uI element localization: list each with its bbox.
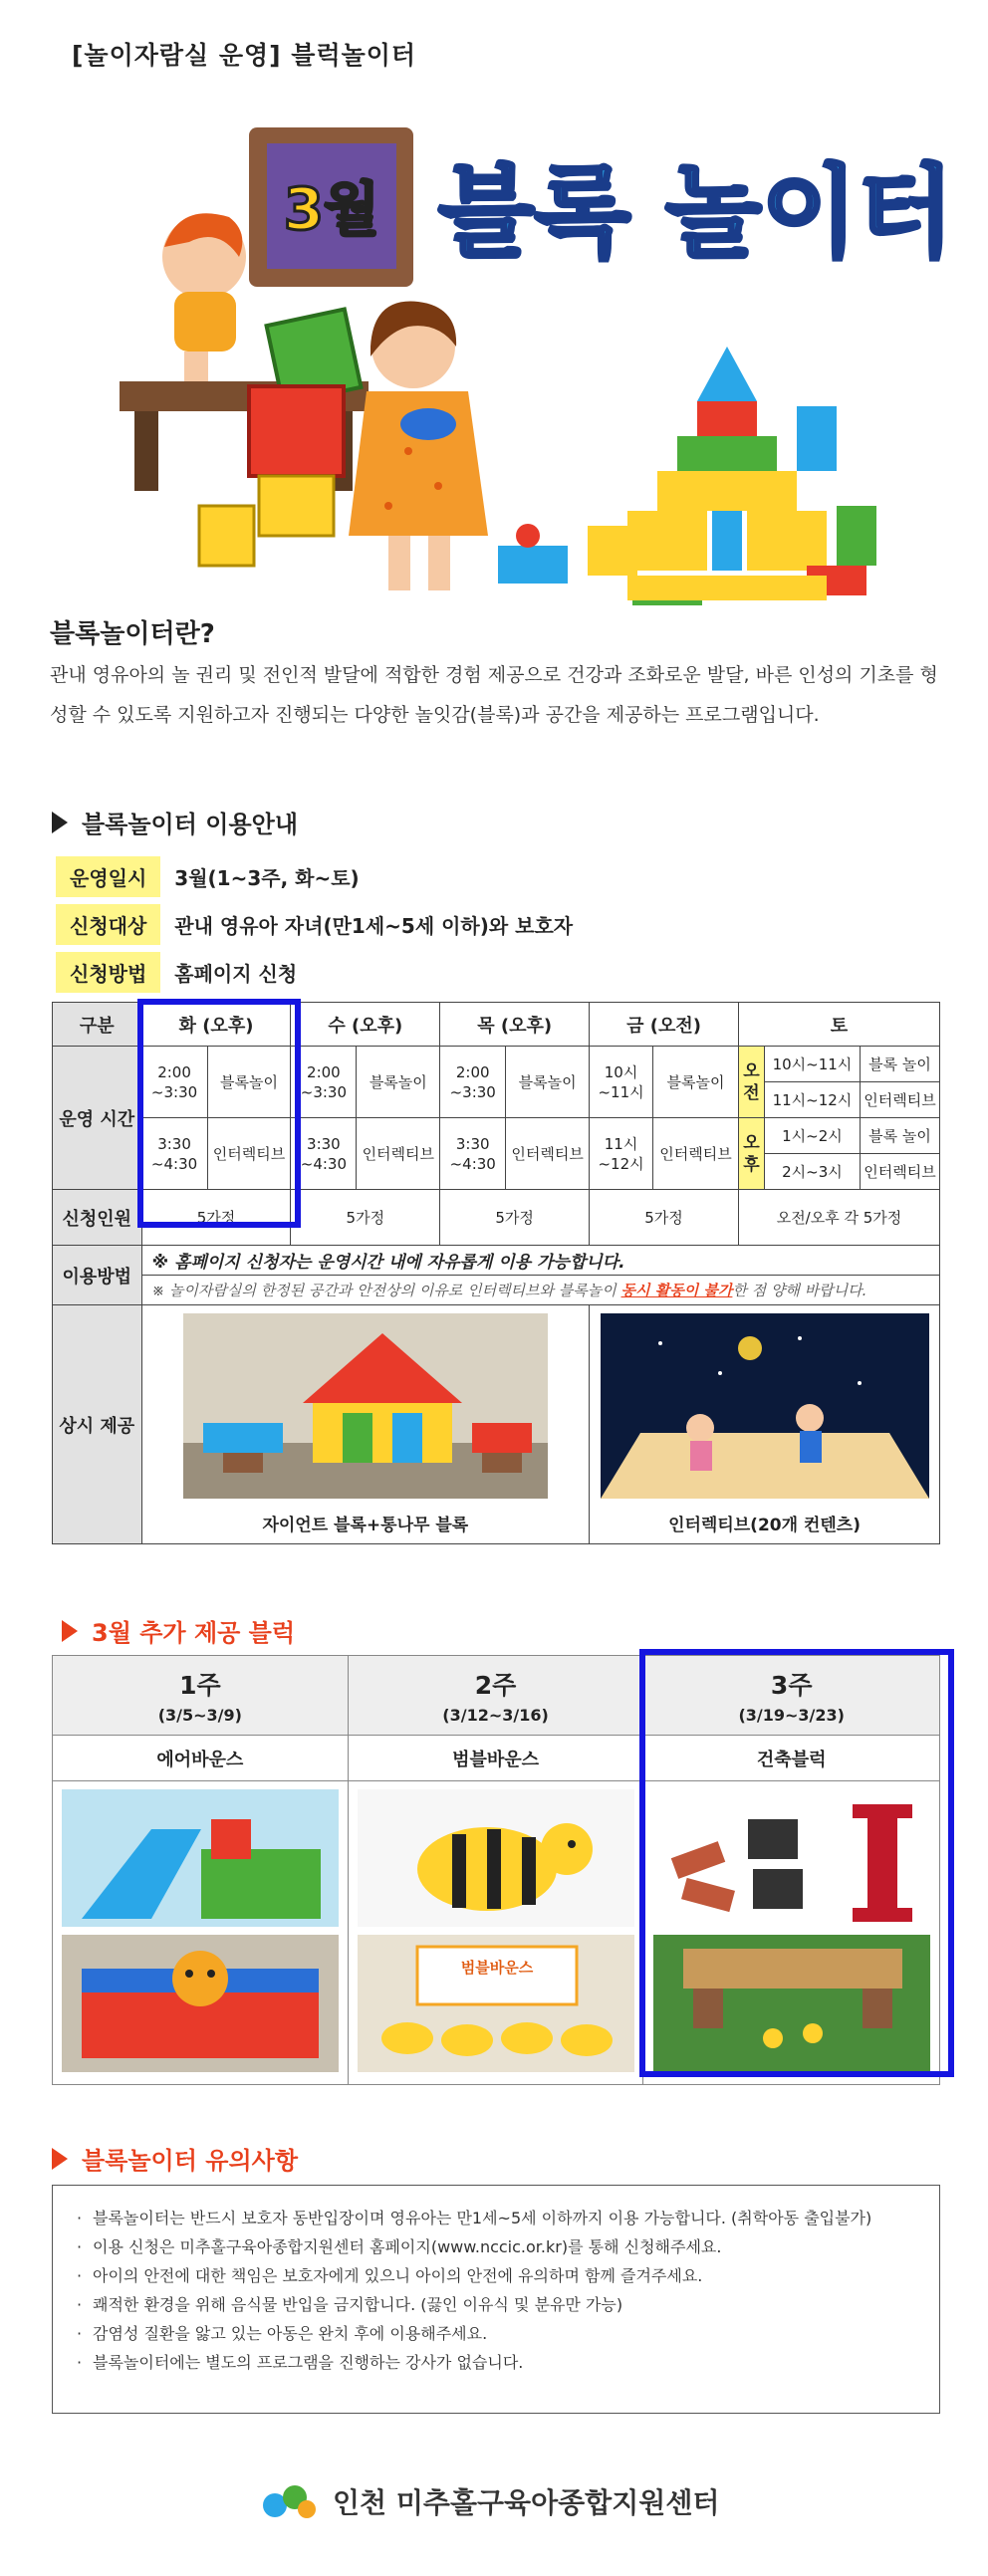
slot-time: 10시 ~11시 <box>590 1047 653 1118</box>
cautions-list <box>52 2185 940 2414</box>
row-label-capacity: 신청인원 <box>53 1190 142 1246</box>
week-number: 1주 <box>179 1671 221 1700</box>
sat-program: 블록 놀이 <box>860 1047 939 1082</box>
triangle-bullet-icon <box>52 2148 68 2170</box>
extra-title-text: 3월 추가 제공 블럭 <box>92 1619 296 1647</box>
permanent-caption: 자이언트 블록+통나무 블록 <box>262 1516 469 1535</box>
sat-time: 11시~12시 <box>764 1082 860 1118</box>
cautions-section-title <box>52 2141 298 2176</box>
capacity-cell: 5가정 <box>590 1190 739 1246</box>
info-tag: 신청방법 <box>56 952 160 993</box>
row-label-permanent: 상시 제공 <box>53 1305 142 1544</box>
slot-program: 블록놀이 <box>653 1047 739 1118</box>
slot-time: 3:30 ~4:30 <box>141 1118 207 1190</box>
sat-program: 인터렉티브 <box>860 1154 939 1190</box>
permanent-giant-block <box>141 1305 589 1544</box>
triangle-bullet-icon <box>62 1620 78 1642</box>
slot-time: 2:00 ~3:30 <box>440 1047 506 1118</box>
slot-time: 3:30 ~4:30 <box>440 1118 506 1190</box>
row-label-time: 운영 시간 <box>53 1047 142 1190</box>
slot-program: 블록놀이 <box>357 1047 440 1118</box>
interactive-photo <box>601 1313 929 1499</box>
whatis-description: 관내 영유아의 놀 권리 및 전인적 발달에 적합한 경험 제공으로 건강과 조화로운 발달, 바른 인성의 기초를 형성할 수 있도록 지원하고자 진행되는 다양한 놀잇감(블록)과 공간을 제공하는 프로그램입니다. <box>50 664 938 726</box>
usage-row <box>53 1246 940 1276</box>
week-number: 3주 <box>770 1671 813 1700</box>
week-1-name: 에어바운스 <box>53 1736 349 1781</box>
guide-title-text: 블록놀이터 이용안내 <box>82 811 299 838</box>
week-3-name: 건축블럭 <box>643 1736 940 1781</box>
slot-time: 2:00 ~3:30 <box>141 1047 207 1118</box>
slot-time: 3:30 ~4:30 <box>291 1118 357 1190</box>
usage-row <box>53 1276 940 1305</box>
caution-item: · 아이의 안전에 대한 책임은 보호자에게 있으니 아이의 안전에 유의하며 함께 즐겨주세요. <box>77 2261 915 2290</box>
info-value: 3월(1~3주, 화~토) <box>174 866 360 890</box>
row-label-usage: 이용방법 <box>53 1246 142 1305</box>
slot-program: 인터렉티브 <box>357 1118 440 1190</box>
caution-item: · 이용 신청은 미추홀구육아종합지원센터 홈페이지(www.nccic.or.kr)를 통해 신청해주세요. <box>77 2232 915 2261</box>
capacity-cell: 5가정 <box>291 1190 440 1246</box>
week-2-header <box>348 1656 643 1736</box>
slot-time: 11시 ~12시 <box>590 1118 653 1190</box>
slot-program: 인터렉티브 <box>653 1118 739 1190</box>
highlight-week3-box <box>639 1649 954 2077</box>
usage-note-1: ※ 홈페이지 신청자는 운영시간 내에 자유롭게 이용 가능합니다. <box>141 1246 939 1276</box>
slot-program: 인터렉티브 <box>207 1118 291 1190</box>
guide-section-title <box>52 805 298 839</box>
week-1-images <box>53 1781 349 2085</box>
week-2-images <box>348 1781 643 2085</box>
usage-note-2-part: 한 점 양해 바랍니다. <box>732 1282 867 1299</box>
caution-item: · 블록놀이터에는 별도의 프로그램을 진행하는 강사가 없습니다. <box>77 2348 915 2377</box>
air-bounce-photo <box>62 1789 339 2072</box>
info-row-schedule <box>56 856 360 897</box>
info-tag: 운영일시 <box>56 856 160 897</box>
triangle-bullet-icon <box>52 812 68 833</box>
usage-note-2-part: ※ 놀이자람실의 한정된 공간과 안전상의 이유로 인터렉티브와 블록놀이 <box>151 1282 621 1299</box>
capacity-cell: 오전/오후 각 5가정 <box>738 1190 939 1246</box>
sat-time: 2시~3시 <box>764 1154 860 1190</box>
bumble-sign-text: 범블바운스 <box>460 1959 533 1977</box>
sat-time: 10시~11시 <box>764 1047 860 1082</box>
footer-org-name: 인천 미추홀구육아종합지원센터 <box>333 2486 720 2519</box>
sat-pm-label: 오후 <box>738 1118 764 1190</box>
caution-item: · 감염성 질환을 앓고 있는 아동은 완치 후에 이용해주세요. <box>77 2319 915 2348</box>
week-range: (3/5~3/9) <box>157 1706 242 1725</box>
footer-org <box>259 2477 719 2525</box>
permanent-caption: 인터렉티브(20개 컨텐츠) <box>668 1516 861 1535</box>
capacity-cell: 5가정 <box>141 1190 291 1246</box>
sat-am-label: 오전 <box>738 1047 764 1118</box>
info-value: 홈페이지 신청 <box>174 962 298 986</box>
day-thu: 목 (오후) <box>440 1003 590 1047</box>
hero-illustration <box>110 108 946 615</box>
week-range: (3/12~3/16) <box>442 1706 549 1725</box>
sat-program: 인터렉티브 <box>860 1082 939 1118</box>
permanent-row <box>53 1305 940 1544</box>
slot-program: 블록놀이 <box>207 1047 291 1118</box>
day-sat: 토 <box>738 1003 939 1047</box>
week-number: 2주 <box>474 1671 517 1700</box>
info-tag: 신청대상 <box>56 904 160 945</box>
extra-section-title <box>62 1613 295 1648</box>
info-row-method <box>56 952 297 993</box>
week-1-header <box>53 1656 349 1736</box>
bumble-bounce-photo <box>358 1789 634 2072</box>
highlight-tuesday-box <box>137 999 301 1228</box>
day-wed: 수 (오후) <box>291 1003 440 1047</box>
week-2-name: 범블바운스 <box>348 1736 643 1781</box>
hero-month-text: 3월 <box>283 175 380 243</box>
week-range: (3/19~3/23) <box>738 1706 845 1725</box>
info-row-target <box>56 904 573 945</box>
caution-item: · 블록놀이터는 반드시 보호자 동반입장이며 영유아는 만1세~5세 이하까지 이용 가능합니다. (취학아동 출입불가) <box>77 2204 915 2232</box>
giant-block-photo <box>183 1313 548 1499</box>
slot-program: 인터렉티브 <box>506 1118 590 1190</box>
page-header: [놀이자람실 운영] 블럭놀이터 <box>72 41 417 70</box>
hero-title-text: 블록 놀이터 <box>438 154 946 271</box>
col-label: 구분 <box>53 1003 142 1047</box>
center-logo-icon <box>259 2477 319 2525</box>
whatis-title: 블록놀이터란? <box>50 619 215 649</box>
slot-program: 블록놀이 <box>506 1047 590 1118</box>
sat-program: 블록 놀이 <box>860 1118 939 1154</box>
slot-time: 2:00 ~3:30 <box>291 1047 357 1118</box>
sat-time: 1시~2시 <box>764 1118 860 1154</box>
usage-note-2-emphasis: 동시 활동이 불가 <box>620 1282 733 1299</box>
day-tue: 화 (오후) <box>141 1003 291 1047</box>
info-value: 관내 영유아 자녀(만1세~5세 이하)와 보호자 <box>174 914 574 938</box>
capacity-cell: 5가정 <box>440 1190 590 1246</box>
day-fri: 금 (오전) <box>590 1003 739 1047</box>
permanent-interactive <box>590 1305 940 1544</box>
caution-item: · 쾌적한 환경을 위해 음식물 반입을 금지합니다. (끓인 이유식 및 분유만 가능) <box>77 2290 915 2319</box>
cautions-title-text: 블록놀이터 유의사항 <box>82 2147 299 2175</box>
usage-note-2 <box>141 1276 939 1305</box>
